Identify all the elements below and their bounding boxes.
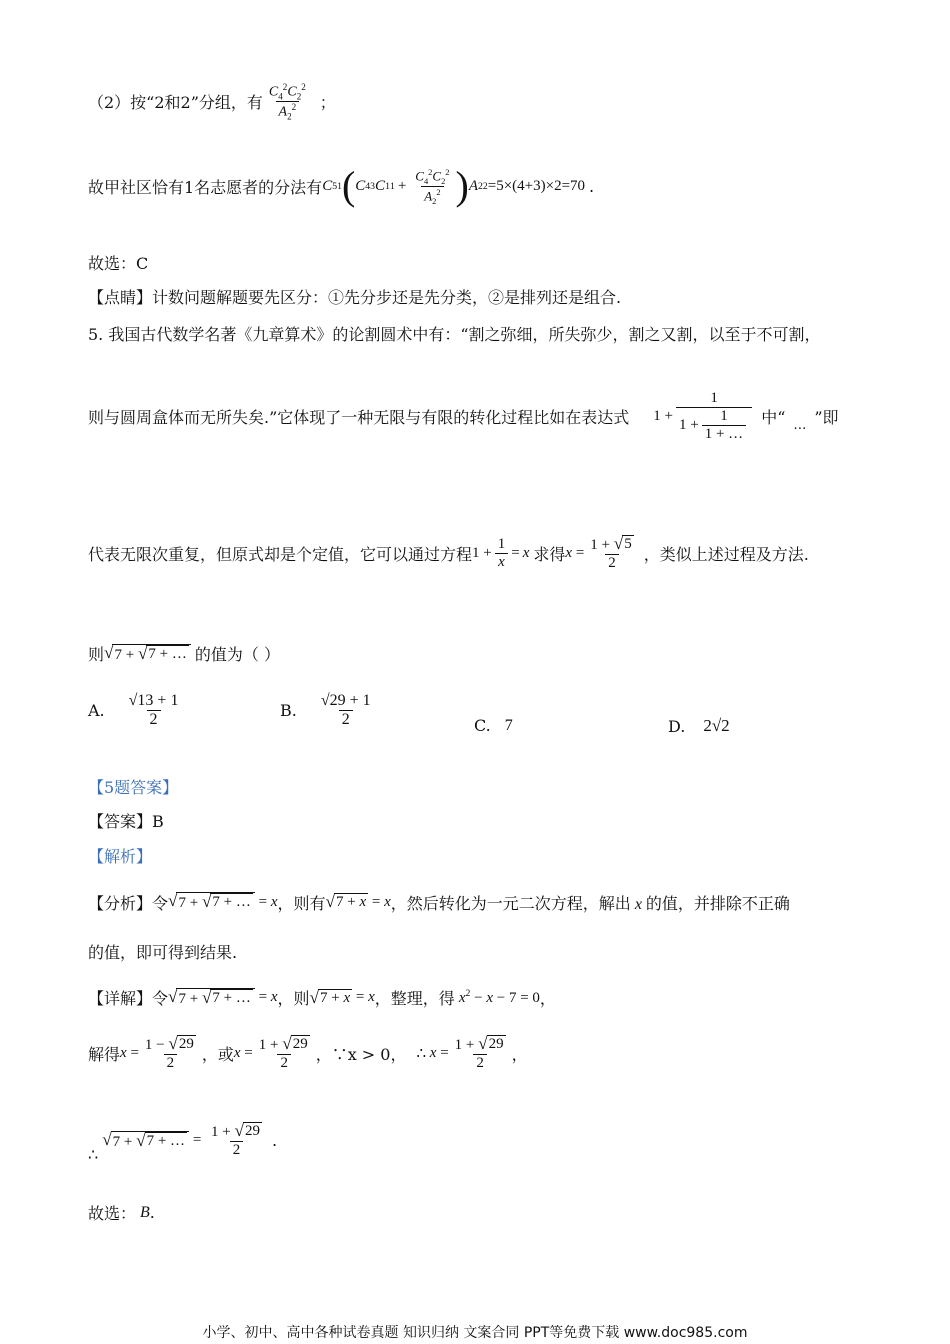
q5-line3-end: ，类似上述过程及方法. [643, 545, 809, 564]
total-end: . [589, 176, 595, 196]
q5-line2-end: ”即 [814, 408, 839, 427]
q5-line4-end: 的值为（ ） [194, 645, 280, 664]
option-c-value: 7 [504, 716, 513, 734]
q5-line4 [88, 642, 280, 665]
q5-line1: 5. 我国古代数学名著《九章算术》的论割圆术中有：“割之弥细，所失弥少，割之又割，以至于不可割， [88, 325, 821, 344]
solution-x: x = 1 + √ 5 2 [565, 534, 632, 571]
total-text: 故甲社区恰有1名志愿者的分法有 [88, 177, 323, 197]
option-b[interactable]: B. $\frac{√29 + 1}{2}$ [280, 692, 377, 729]
part2-line [88, 82, 336, 122]
footer[interactable]: 小学、初中、高中各种试卷真题 知识归纳 文案合同 PPT等免费下载 www.doc985.com [202, 1325, 748, 1341]
total-formula: C 5 1 ( C 4 3 C 1 1 + $\frac{C_4^2C_2^2}{A_2^2}$ ) A 2 2 =5×(4+3)×2=70 [322, 163, 586, 208]
q5-line3-text: 代表无限次重复，但原式却是个定值，它可以通过方程 [88, 545, 473, 564]
option-d[interactable]: D. 2√2 [668, 716, 730, 736]
q5-line4-text: 则 [88, 645, 105, 664]
solve-line: 解得 x = 1 − √ 29 2 ，或 x = 1 + √ 29 2 ，∵x > 0， ∴ x = 1 + √ 29 2 ， [88, 1034, 528, 1071]
total-line [88, 163, 595, 208]
root-2: x = 1 + √ 29 2 [233, 1034, 308, 1071]
root-1: x = 1 − √ 29 2 [120, 1034, 194, 1071]
section-header: 【5题答案】 [88, 778, 179, 797]
conclusion-line: ∴ √ 7 + √ 7 + … = 1 + √ 29 2 . [88, 1121, 278, 1164]
part2-fraction: $\frac{C_4^2C_2^2}{A_2^2}$ [268, 82, 306, 122]
q5-ellipsis: … [793, 418, 807, 433]
answer-line: 【答案】B [88, 812, 164, 831]
equation-x: 1 + $\frac{1}{x}$ = x [472, 536, 530, 570]
option-d-value: 2√2 [703, 716, 730, 735]
nested-radical: √ 7 + √ 7 + … [104, 644, 191, 664]
fenxi-radical-2: √ 7 + x [325, 892, 367, 911]
q5-line3 [88, 535, 809, 572]
fenxi-line2: 的值，即可得到结果. [88, 943, 238, 962]
continued-fraction: 1 + 1 1 + $\frac{1}{1 + \dots}$ [653, 390, 755, 443]
fenxi-line: 【分析】令 √ 7 + √ 7 + … = x ，则有 √ 7 + x = x ，然后转化为一元二次方程，解出 x 的值，并排除不正确 [88, 891, 790, 913]
total-equation: =5×(4+3)×2=70 [487, 177, 586, 194]
quadratic: $x^2 - x - 7 = 0$ [458, 988, 540, 1006]
option-a[interactable]: A. $\frac{√13 + 1}{2}$ [88, 692, 184, 729]
tip-line: 【点睛】计数问题解题要先区分：①先分步还是先分类，②是排列还是组合. [88, 288, 622, 307]
prev-answer: 故选：C [88, 254, 149, 273]
q5-line3-mid: 求得 [533, 545, 566, 564]
fenxi-radical: √ 7 + √ 7 + … [168, 892, 255, 912]
q5-line2-mid: 中“ [761, 408, 786, 427]
part2-text: （2）按“2和2”分组，有 [88, 93, 263, 113]
q5-line2 [88, 390, 839, 443]
xiangjie-line: 【详解】令 √ 7 + √ 7 + … = x ，则 √ 7 + x = x ，整理，得 $x^2 - x - 7 = 0$ ， [88, 986, 556, 1008]
option-b-value: $\frac{√29 + 1}{2}$ [320, 692, 371, 728]
option-c[interactable]: C. 7 [474, 716, 513, 735]
final-answer: 故选： B . [88, 1203, 155, 1223]
chosen-root: ∴ x = 1 + √ 29 2 [416, 1034, 504, 1071]
option-a-value: $\frac{√13 + 1}{2}$ [128, 692, 179, 728]
q5-line2-text: 则与圆周盒体而无所失矣.”它体现了一种无限与有限的转化过程比如在表达式 [88, 408, 630, 427]
analysis-header: 【解析】 [88, 847, 153, 866]
part2-suffix: ； [319, 93, 336, 113]
